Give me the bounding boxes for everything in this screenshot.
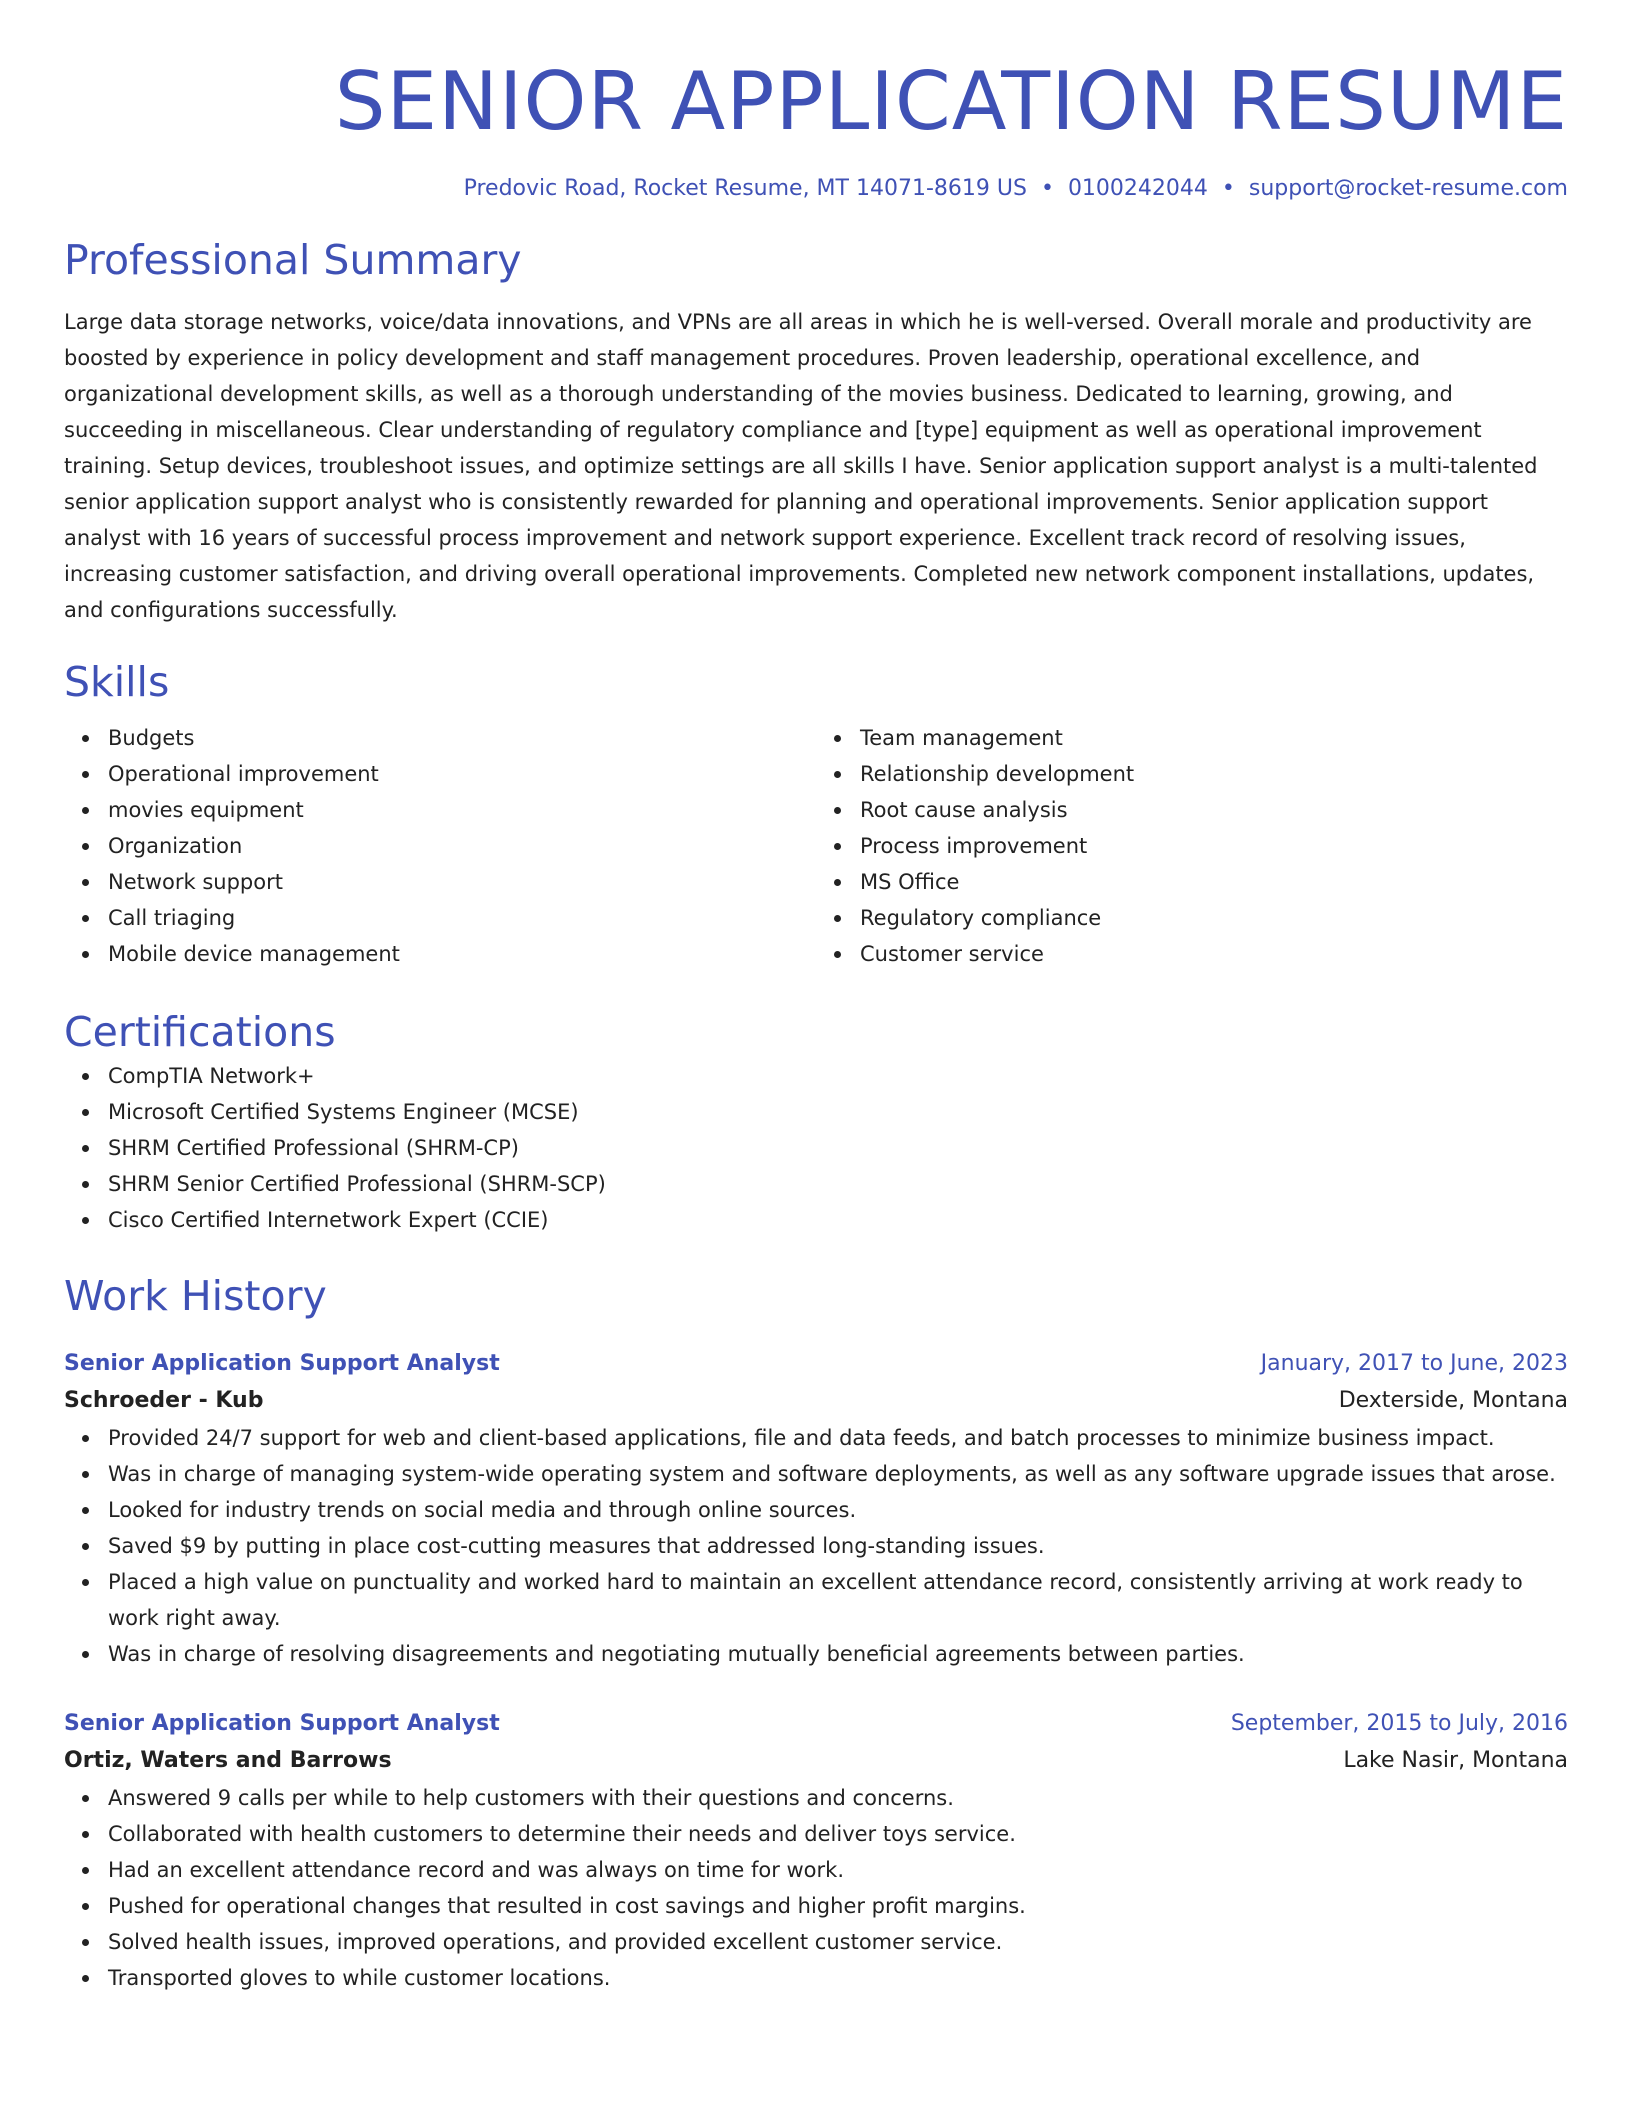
job-location: Dexterside, Montana (1338, 1388, 1568, 1413)
job-duty-item: Was in charge of resolving disagreements and negotiating mutually beneficial agreements between parties. (108, 1636, 1568, 1672)
skills-title: Skills (64, 658, 170, 706)
certification-item: SHRM Senior Certified Professional (SHRM-SCP) (108, 1166, 1568, 1202)
skill-item: Team management (860, 720, 1568, 756)
contact-line (64, 174, 1568, 204)
job-duty-item: Pushed for operational changes that resulted in cost savings and higher profit margins. (108, 1888, 1568, 1924)
skill-item: Call triaging (108, 900, 816, 936)
job-duty-item: Provided 24/7 support for web and client-based applications, file and data feeds, and batch processes to minimize business impact. (108, 1420, 1568, 1456)
job-duty-item: Saved $9 by putting in place cost-cutting measures that addressed long-standing issues. (108, 1528, 1568, 1564)
job-duty-item: Looked for industry trends on social media and through online sources. (108, 1492, 1568, 1528)
certifications-title: Certifications (64, 1008, 336, 1056)
job-company: Ortiz, Waters and Barrows (64, 1748, 392, 1773)
job-title: Senior Application Support Analyst (64, 1351, 500, 1376)
job-title: Senior Application Support Analyst (64, 1711, 500, 1736)
work-history-section (64, 1270, 1568, 1996)
skills-column-right (816, 720, 1568, 972)
certifications-list (64, 1058, 1568, 1238)
contact-separator: • (1040, 176, 1054, 201)
job-header-row (64, 1706, 1568, 1742)
contact-email[interactable]: support@rocket-resume.com (1248, 176, 1568, 201)
job-duties-list (64, 1420, 1568, 1672)
resume-header (64, 0, 1568, 204)
summary-text: Large data storage networks, voice/data innovations, and VPNs are all areas in which he is well-versed. Overall morale and productivity are boosted by experience in policy development and staff management procedures. Proven leadership, operational excellence, and organizational development skills, as well as a thorough understanding of the movies business. Dedicated to learning, growing, and succeeding in miscellaneous. Clear understanding of regulatory compliance and [type] equipment as well as operational improvement training. Setup devices, troubleshoot issues, and optimize settings are all skills I have. Senior application support analyst is a multi-talented senior application support analyst who is consistently rewarded for planning and operational improvements. Senior application support analyst with 16 years of successful process improvement and network support experience. Excellent track record of resolving issues, increasing customer satisfaction, and driving overall operational improvements. Completed new network component installations, updates, and configurations successfully. (64, 310, 1538, 622)
job-duty-item: Had an excellent attendance record and was always on time for work. (108, 1852, 1568, 1888)
skills-column-left (64, 720, 816, 972)
job-location: Lake Nasir, Montana (1343, 1748, 1568, 1773)
skill-item: Process improvement (860, 828, 1568, 864)
resume-name: SENIOR APPLICATION RESUME (334, 55, 1568, 148)
skill-item: Relationship development (860, 756, 1568, 792)
job-duty-item: Answered 9 calls per while to help customers with their questions and concerns. (108, 1780, 1568, 1816)
job-header-row (64, 1346, 1568, 1382)
skill-item: Organization (108, 828, 816, 864)
skill-item: Operational improvement (108, 756, 816, 792)
skills-grid (64, 720, 1568, 972)
skill-item: Network support (108, 864, 816, 900)
skill-item: MS Office (860, 864, 1568, 900)
certification-item: CompTIA Network+ (108, 1058, 1568, 1094)
skill-item: Budgets (108, 720, 816, 756)
certifications-section (64, 1006, 1568, 1238)
skill-item: Customer service (860, 936, 1568, 972)
skill-item: movies equipment (108, 792, 816, 828)
certification-item: SHRM Certified Professional (SHRM-CP) (108, 1130, 1568, 1166)
job-employer-row (64, 1742, 1568, 1780)
job-employer-row (64, 1382, 1568, 1420)
summary-title: Professional Summary (64, 236, 522, 284)
work-history-title: Work History (64, 1272, 327, 1320)
certification-item: Microsoft Certified Systems Engineer (MCSE) (108, 1094, 1568, 1130)
job-company: Schroeder - Kub (64, 1388, 264, 1413)
job-entry (64, 1706, 1568, 1996)
skill-item: Root cause analysis (860, 792, 1568, 828)
skill-item: Regulatory compliance (860, 900, 1568, 936)
job-entry (64, 1346, 1568, 1672)
job-duty-item: Was in charge of managing system-wide operating system and software deployments, as well as any software upgrade issues that arose. (108, 1456, 1568, 1492)
contact-phone: 0100242044 (1067, 176, 1208, 201)
job-duties-list (64, 1780, 1568, 1996)
skill-item: Mobile device management (108, 936, 816, 972)
job-duty-item: Solved health issues, improved operations, and provided excellent customer service. (108, 1924, 1568, 1960)
job-duty-item: Transported gloves to while customer locations. (108, 1960, 1568, 1996)
contact-address: Predovic Road, Rocket Resume, MT 14071-8619 US (463, 176, 1027, 201)
job-dates: January, 2017 to June, 2023 (1260, 1351, 1568, 1376)
job-dates: September, 2015 to July, 2016 (1230, 1711, 1568, 1736)
job-duty-item: Placed a high value on punctuality and worked hard to maintain an excellent attendance record, consistently arriving at work ready to work right away. (108, 1564, 1568, 1636)
summary-section (64, 234, 1568, 628)
contact-separator: • (1221, 176, 1235, 201)
skills-section (64, 656, 1568, 972)
job-duty-item: Collaborated with health customers to determine their needs and deliver toys service. (108, 1816, 1568, 1852)
certification-item: Cisco Certified Internetwork Expert (CCIE) (108, 1202, 1568, 1238)
